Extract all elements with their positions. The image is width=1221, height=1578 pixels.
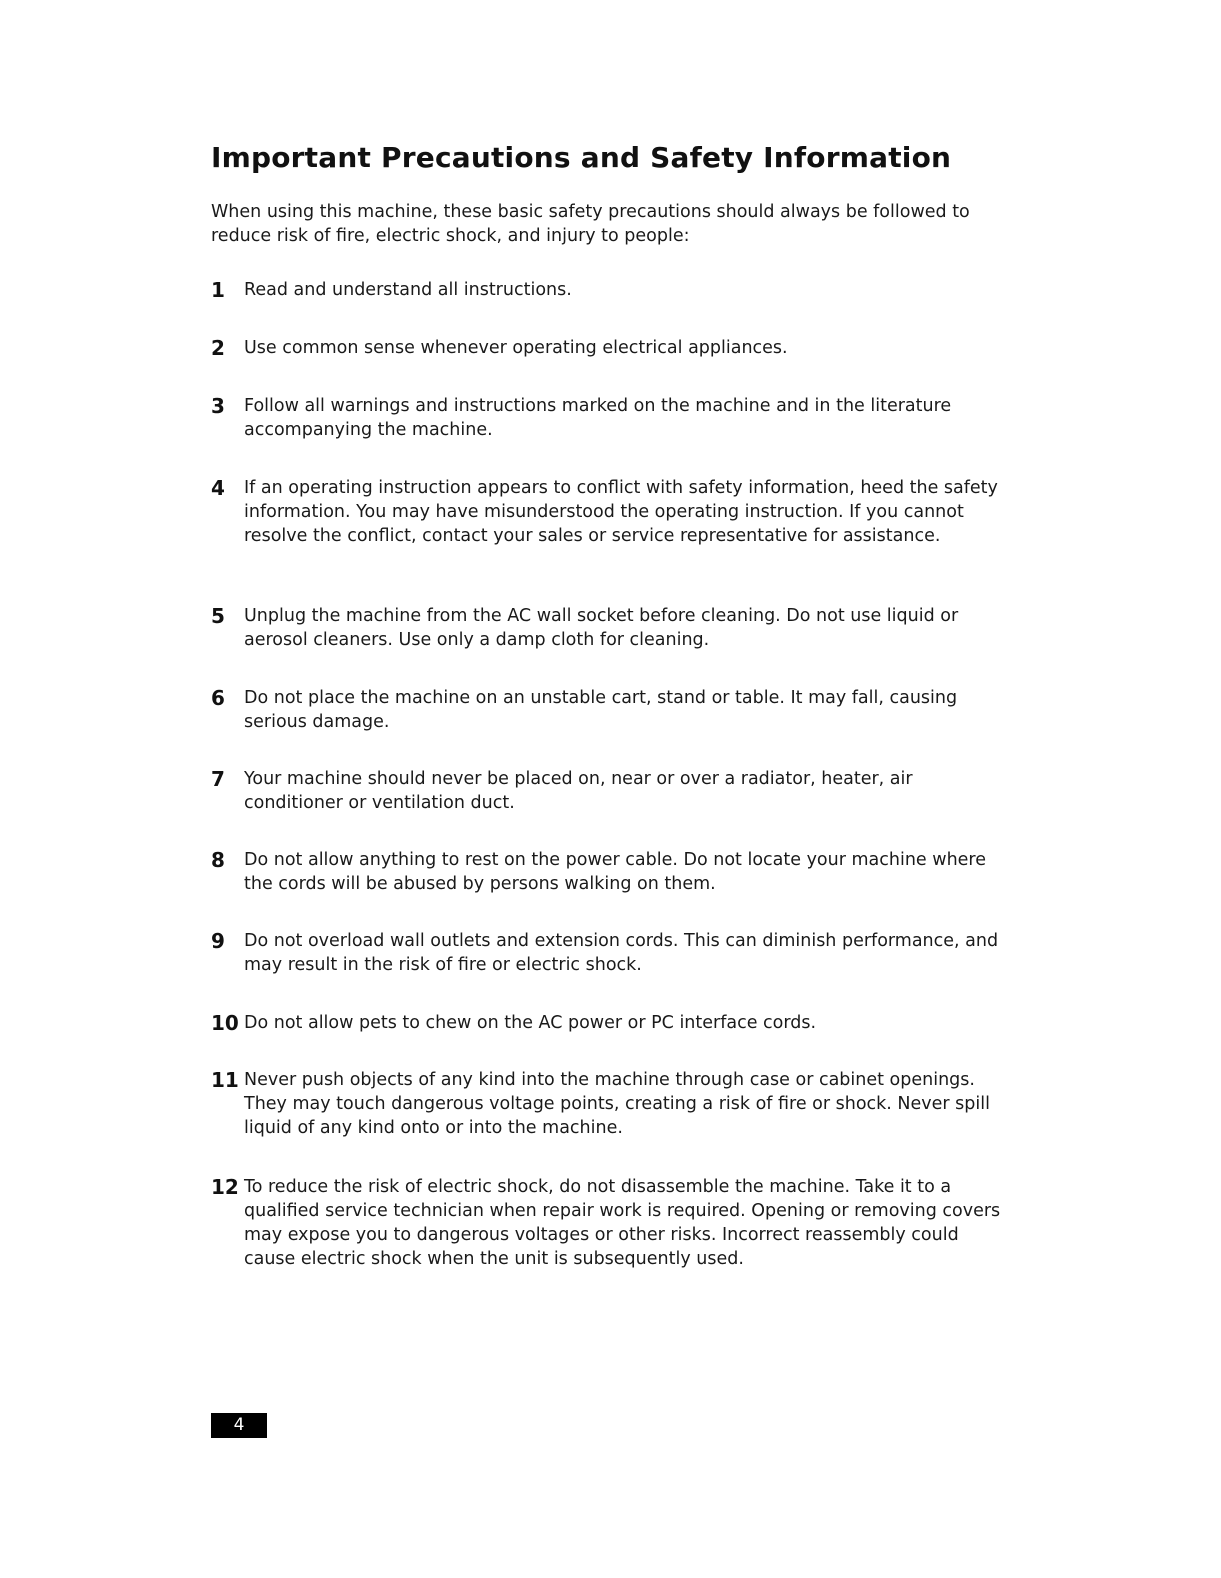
item-text: Use common sense whenever operating electrical appliances. — [244, 338, 788, 358]
item-text: Your machine should never be placed on, near or over a radiator, heater, air conditioner or ventilation duct. — [244, 769, 913, 813]
item-number: 7 — [211, 767, 225, 791]
list-item — [211, 1175, 1011, 1271]
item-number: 10 — [211, 1011, 239, 1035]
list-item — [211, 929, 1011, 977]
page-number: 4 — [211, 1413, 267, 1438]
item-text: To reduce the risk of electric shock, do not disassemble the machine. Take it to a qualified service technician when repair work is required. Opening or removing covers may expose you to dangerous voltages or other risks. Incorrect reassembly could cause electric shock when the unit is subsequently used. — [244, 1177, 1001, 1269]
item-number: 3 — [211, 394, 225, 418]
list-item — [211, 767, 1011, 815]
item-number: 5 — [211, 604, 225, 628]
item-text: Do not allow pets to chew on the AC power or PC interface cords. — [244, 1013, 817, 1033]
item-text: Follow all warnings and instructions marked on the machine and in the literature accompanying the machine. — [244, 396, 952, 440]
item-number: 11 — [211, 1068, 239, 1092]
list-item — [211, 686, 1011, 734]
item-number: 4 — [211, 476, 225, 500]
list-item — [211, 278, 1011, 302]
list-item — [211, 336, 1011, 360]
item-text: Unplug the machine from the AC wall socket before cleaning. Do not use liquid or aerosol cleaners. Use only a damp cloth for cleaning. — [244, 606, 959, 650]
intro-paragraph: When using this machine, these basic safety precautions should always be followed to reduce risk of fire, electric shock, and injury to people: — [211, 202, 970, 246]
item-number: 8 — [211, 848, 225, 872]
list-item — [211, 848, 1011, 896]
page-title: Important Precautions and Safety Information — [211, 141, 952, 174]
item-number: 9 — [211, 929, 225, 953]
list-item — [211, 604, 1011, 652]
item-text: If an operating instruction appears to conflict with safety information, heed the safety information. You may have misunderstood the operating instruction. If you cannot resolve the conflict, contact your sales or service representative for assistance. — [244, 478, 998, 546]
item-number: 2 — [211, 336, 225, 360]
item-text: Read and understand all instructions. — [244, 280, 572, 300]
item-text: Do not overload wall outlets and extension cords. This can diminish performance, and may result in the risk of fire or electric shock. — [244, 931, 999, 975]
item-text: Never push objects of any kind into the machine through case or cabinet openings. They may touch dangerous voltage points, creating a risk of fire or shock. Never spill liquid of any kind onto or into the machine. — [244, 1070, 990, 1138]
list-item — [211, 394, 1011, 442]
item-number: 6 — [211, 686, 225, 710]
list-item — [211, 1068, 1011, 1140]
list-item — [211, 1011, 1011, 1035]
item-number: 12 — [211, 1175, 239, 1199]
list-item — [211, 476, 1011, 548]
item-text: Do not allow anything to rest on the power cable. Do not locate your machine where the cords will be abused by persons walking on them. — [244, 850, 986, 894]
item-number: 1 — [211, 278, 225, 302]
item-text: Do not place the machine on an unstable cart, stand or table. It may fall, causing serious damage. — [244, 688, 958, 732]
